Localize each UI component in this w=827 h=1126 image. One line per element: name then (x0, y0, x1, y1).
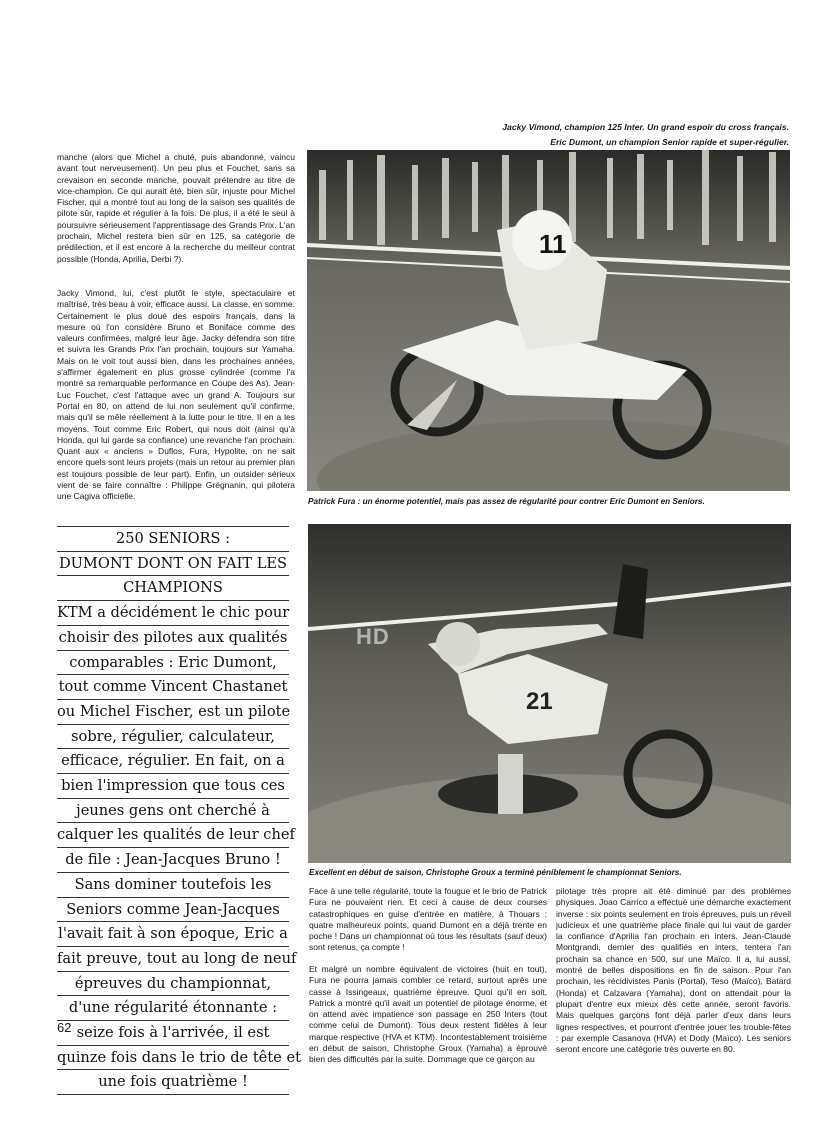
boxed-line: Sans dominer toutefois les (57, 873, 289, 898)
left-paragraph-1: manche (alors que Michel a chuté, puis abandonné, vaincu avant tout nerveusement). Un peu plus et Fouchet, sans sa crevaison en seconde manche, pouvait prétendre au titre de vice-champion. Ce qui aurait été, bien sûr, injuste pour Michel Fischer, qui a montré tout au long de la saison ses qualités de pilote sûr, rapide et régulier à la fois. De plus, il a été le seul à poursuivre sérieusement l'apprentissage des Grands Prix. L'an prochain, Michel restera bien sûr en 125, sa catégorie de prédilection, et il est encore à la recherche du meilleur contrat possible (Honda, Aprilia, Derbi ?). (57, 152, 295, 264)
boxed-line: épreuves du championnat, (57, 972, 289, 997)
bottom-col1-paragraph-1: Face à une telle régularité, toute la fougue et le brio de Patrick Fura ne pouvaient rien. Et ceci à cause de deux courses catastrophiques en guise d'entrée en matière, à Thouars : quatre malheureux points, quand Dumont en a déjà trente en poche ! Dans un championnat où tous les résultats (sauf deux) sont retenus, ça compte ! (309, 886, 547, 953)
boxed-line: efficace, régulier. En fait, on a (57, 749, 289, 774)
boxed-line: d'une régularité étonnante : (57, 996, 289, 1021)
caption-photo2: Excellent en début de saison, Christophe Groux a terminé péniblement le championnat Seniors. (309, 868, 682, 877)
watermark-hd: HD (356, 624, 390, 649)
boxed-line: Seniors comme Jean-Jacques (57, 898, 289, 923)
page-number: 62 (57, 1020, 72, 1035)
boxed-line: KTM a décidément le chic pour (57, 601, 289, 626)
bottom-col1-paragraph-2: Et malgré un nombre équivalent de victoires (huit en tout), Fura ne pourra jamais combler ce retard, surtout après une casse à Issingeaux, quatrième épreuve. Quoi qu'il en soit, Patrick a montré qu'il avait un potentiel de pilotage énorme, et on attend avec impatience son passage en 250 Inters (tout comme celui de Dumont). Tous deux restent fidèles à leur marque respective (HVA et KTM). Incontestablement troisième en début de saison, Christophe Groux (Yamaha) a éprouvé bien des difficultés par la suite. Dommage que ce garçon au (309, 964, 547, 1065)
boxed-line: comparables : Eric Dumont, (57, 651, 289, 676)
boxed-line: de file : Jean-Jacques Bruno ! (57, 848, 289, 873)
boxed-line: une fois quatrième ! (57, 1070, 289, 1095)
boxed-line: tout comme Vincent Chastanet (57, 675, 289, 700)
boxed-line: sobre, régulier, calculateur, (57, 725, 289, 750)
bottom-col2-paragraph-1: pilotage très propre ait été diminué par des problèmes physiques. Joao Carrico a effectué une démarche exactement inverse : six points seulement en trois épreuves, puis un réveil judicieux et une quatrième place finale qui lui vaut de garder la confiance d'Aprilia l'an prochain en inters. Jean-Claude Montgrandi, dernier des qualifiés en inters, tentera l'an prochain sa chance en 500, sur une Maïco. Il a, lui aussi, montré de belles dispositions en fin de saison. Pour l'an prochain, les récidivistes Panis (Portal), Teso (Maïco), Batard (Honda) et Calzavara (Yamaha), dont on attendait pour la plupart d'entre eux mieux dès cette année, seront favoris. Mais quelques garçons font déjà parler d'eux dans leurs lignes respectives, et pourront d'entrée jouer les trouble-fêtes : par exemple Casanova (HVA) et Dody (Maïco). Les seniors seront encore une catégorie très ouverte en 80. (556, 886, 791, 1055)
photo-motocross-rider-1 (307, 150, 790, 491)
caption-top-line2: Eric Dumont, un champion Senior rapide et super-régulier. (550, 137, 789, 147)
boxed-line: bien l'impression que tous ces (57, 774, 289, 799)
caption-photo1: Patrick Fura : un énorme potentiel, mais pas assez de régularité pour contrer Eric Dumont en Seniors. (308, 497, 705, 506)
left-paragraph-2: Jacky Vimond, lui, c'est plutôt le style, spectaculaire et maîtrisé, très beau à voir, efficace aussi. La classe, en somme. Certainement le plus doué des espoirs français, dans la mesure où l'on considère Bruno et Boniface comme des valeurs confirmées, malgré leur âge. Jacky défendra son titre et suivra les Grands Prix l'an prochain, toujours sur Yamaha. Mais on le voit tout aussi bien, dans les prochaines années, s'affirmer également en plus grosse cylindrée (comme l'a montré sa remarquable performance en Coupe des As). Jean-Luc Fouchet, c'est l'attaque avec un grand A. Toujours sur Portal en 80, on attend de lui non seulement qu'il confirme, mais qu'il se mêle réellement à la lutte pour le titre. Il en a les moyens. Tout comme Eric Robert, qui nous doit (ainsi qu'à Honda, qui lui garde sa confiance) une revanche l'an prochain. Quant aux « anciens » Duflos, Fura, Hypolite, on ne sait encore quels sont leurs projets (mais un retour au premier plan est toujours possible de leur part). Enfin, un outsider sérieux vient de se faire connaître : Philippe Grégnanin, qui pilotera une Cagiva officielle. (57, 288, 295, 502)
boxed-line: ou Michel Fischer, est un pilote (57, 700, 289, 725)
boxed-line: seize fois à l'arrivée, il est (57, 1021, 289, 1046)
boxed-line: choisir des pilotes aux qualités (57, 626, 289, 651)
caption-top-line1: Jacky Vimond, champion 125 Inter. Un grand espoir du cross français. (502, 122, 789, 132)
boxed-line: quinze fois dans le trio de tête et (57, 1046, 289, 1071)
rider-number-1: 11 (539, 229, 567, 259)
boxed-section (57, 526, 301, 1095)
boxed-line: l'avait fait à son époque, Eric a (57, 922, 289, 947)
boxed-line: jeunes gens ont cherché à (57, 799, 289, 824)
photo-christophe-groux (308, 524, 791, 863)
boxed-line: CHAMPIONS (57, 576, 289, 601)
boxed-line: 250 SENIORS : (57, 526, 289, 552)
rider-number-2: 21 (526, 688, 553, 715)
photo-patrick-fura (307, 150, 790, 491)
photo-motocross-rider-2 (308, 524, 791, 863)
boxed-line: DUMONT DONT ON FAIT LES (57, 552, 289, 577)
boxed-line: fait preuve, tout au long de neuf (57, 947, 289, 972)
boxed-line: calquer les qualités de leur chef (57, 823, 289, 848)
